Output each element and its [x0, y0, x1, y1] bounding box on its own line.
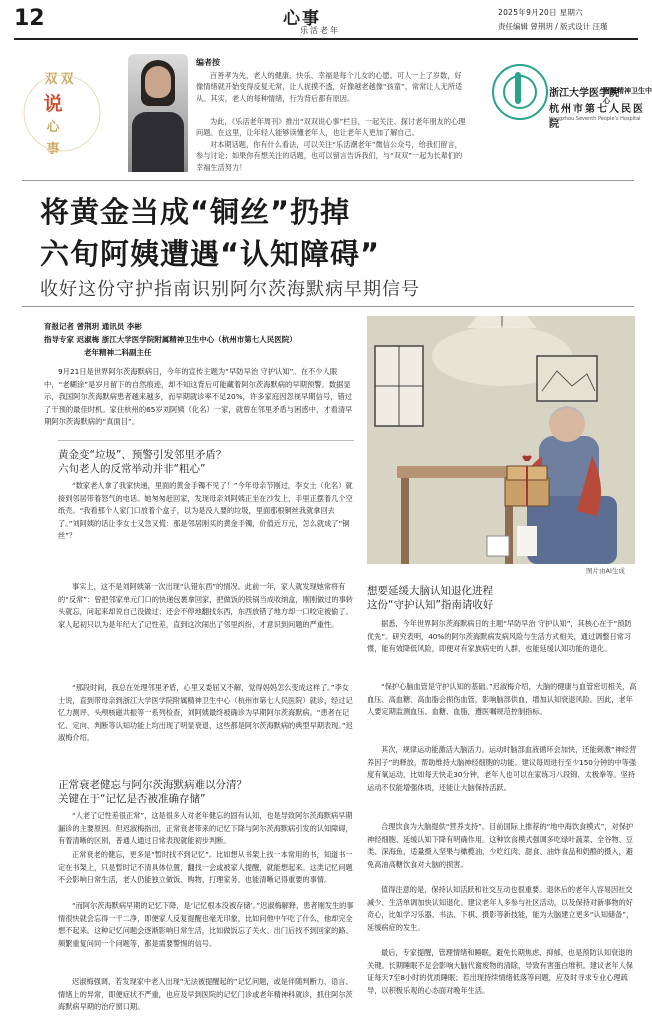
article-paragraph: 合理饮食为大脑提供“营养支持”。目前国际上推荐的“地中海饮食模式”，对保护神经细胞、延缓认知下降有明确作用。这种饮食模式强调多吃绿叶蔬菜、全谷物、豆类、深海鱼，适量摄入坚果与橄榄油，少吃红肉、甜食、油炸食品和奶酪的摄入，避免高油高糖饮食对大脑的损害。 — [367, 822, 634, 869]
article-paragraph: 据悉，今年世界阿尔茨海默病日的主题“早防早治 守护认知”，其核心在于“预防优先”。研究表明，40%的阿尔茨海默病发病风险与生活方式相关，通过调整日常习惯，能有效降低风险，即便对有家族病史的人群，也能延缓认知功能的退化。 — [367, 619, 632, 654]
article-paragraph: “那段时间，我总在处理邻里矛盾，心里又委屈又不解，觉得妈妈怎么变成这样了。”李女士说，直到带母亲到浙江大学医学院附属精神卫生中心（杭州市第七人民医院）就诊，经过记忆力测评、头颅核磁共振等一系列检查，刘阿姨最终被确诊为早期阿尔茨海默病。“患者在记忆、定向、判断等认知功能上均出现了明显衰退，这些都是阿尔茨海默病的典型早期表现。”迟淑梅介绍。 — [58, 683, 353, 743]
column-logo — [22, 55, 128, 173]
hospital-name-secondary: 杭州市第七人民医院 — [549, 104, 645, 130]
article-paragraph: 最后，专家提醒，管理情绪和睡眠，避免长期焦虑、抑郁，也是预防认知衰退的关键。长期睡眠不足会影响大脑代谢废物的清除，导致有害蛋白堆积。建议老年人保证每天7至8小时的优质睡眠；若出现持续情绪低落等问题，应及时寻求专业心理疏导，以积极乐观的心态面对晚年生活。 — [367, 948, 633, 995]
issue-date: 2025年9月20日 星期六 — [498, 8, 583, 17]
section-title: 心事 — [283, 9, 321, 29]
headline: 六旬阿姨遭遇“认知障碍” — [40, 237, 381, 271]
divider — [22, 180, 634, 181]
divider — [22, 306, 634, 307]
section-heading: 黄金变“垃圾”、预警引发邻里矛盾？ — [58, 449, 227, 461]
hospital-name: 浙江大学医学院 — [549, 88, 619, 99]
illustration-credit: 图片由AI生成 — [586, 567, 625, 575]
section-heading: 六旬老人的反常举动并非“粗心” — [58, 463, 206, 475]
byline-reporter: 育报记者 曾荆玥 通讯员 李彬 — [44, 322, 142, 331]
article-paragraph: 正常衰老的健忘，更多是“暂时找不到记忆”。比如想从书架上找一本常用的书，知道书一定在书架上，只是暂时记不清具体位置，翻找一会或被家人提醒，就能想起来。这类记忆问题不会影响日常生活，老人仍能独立做饭、购物、打理家务，也能清晰记得重要的事情。 — [58, 850, 353, 885]
column-logo-char: 双 — [60, 72, 74, 87]
article-paragraph: 迟淑梅强调，若发现家中老人出现“无法被提醒起的”记忆问题，或是伴随判断力、语言、情绪上的异常，即便症状不严重，也应及早到医院的记忆门诊或老年精神科就诊，抓住阿尔茨海默病早期的治疗窗口期。 — [58, 977, 353, 1012]
article-paragraph: 值得注意的是，保持认知活跃和社交互动也很重要。退休后的老年人容易因社交减少、生活单调加快认知退化。建议老年人多参与社区活动，以及保持对新事物的好奇心，比如学习乐器、书法、下棋、摄影等新技能，能为大脑建立更多“认知储备”，延缓病症的发生。 — [367, 885, 634, 932]
column-logo-char: 双 — [44, 72, 58, 87]
editor-credits: 责任编辑 曾荆玥 / 版式设计 汪瑾 — [498, 22, 608, 31]
divider — [58, 440, 354, 441]
section-heading: 这份“守护认知”指南请收好 — [367, 599, 494, 611]
subheadline: 收好这份守护指南识别阿尔茨海默病早期信号 — [40, 279, 420, 300]
elderly-woman-illustration — [367, 316, 635, 564]
decorative-circle-icon — [22, 55, 128, 173]
article-paragraph: 事实上，这不是刘阿姨第一次出现“认错东西”的情况。此前一年，家人就发现她常将有的“反常”：曾把邻家单元门口的快递包裹拿回家，把做饭的铁锅当成收纳盒，刚刚做过的事转头就忘，问起来却说自己没做过；还会不停地翻找东西，东西放错了地方却一口咬定被偷了。家人起初只以为是年纪大了记性差，直到这次闹出了邻里纠纷，才意识到问题的严重性。 — [58, 582, 353, 629]
column-logo-char: 事 — [46, 142, 60, 157]
editor-note-paragraph: 百善孝为先，老人的健康、快乐、幸福是每个儿女的心愿。可人一上了岁数，好像情绪就开始变得反复无常，让人捉摸不透，好像越老越像“孩童”，常常让人无所适从。其实，老人的每种情绪，行为背后都有原因。 — [196, 71, 463, 103]
section-subtitle: 乐活老年 — [300, 26, 340, 35]
article-paragraph: “数家老人拿了我家快递，里面的黄金手镯不见了！”今年母亲节刚过，李女士（化名）就接到邻居带着怒气的电话。她匆匆赶回家，发现母亲刘阿姨正坐在沙发上，手里正摆着几个空纸壳。“我看那个人家门口放着个盒子，以为是没人要的垃圾，里面那根铜丝我就拿回去了。”刘阿姨的话让李女士又急又慌：那是邻居刚买的黄金手镯，价值近万元，怎么就成了“铜丝”？ — [58, 481, 353, 541]
column-logo-char: 说 — [43, 93, 63, 115]
article-paragraph: “人老了记性差很正常”，这是很多人对老年健忘的固有认知，也是导致阿尔茨海默病早期漏诊的主要原因。但迟淑梅指出，正常衰老带来的记忆下降与阿尔茨海默病引发的认知障碍，有着清晰的区别，普通人通过日常表现就能初步判断。 — [58, 811, 353, 846]
editor-note-paragraph: 对本期话题，你有什么看法，可以关注“乐活潮老年”微信公众号，给我们留言，参与讨论；如果你有想关注的话题，也可以留言告诉我们，与“双双”一起为长辈们的幸福生活努力！ — [196, 140, 463, 172]
article-paragraph: 其次，规律运动能激活大脑活力。运动时脑部血液循环会加快，还能刺激“神经营养因子”的释放，帮助维持大脑神经细胞的功能。建议每周进行至少150分钟的中等强度有氧运动，比如每天快走30分钟，老年人也可以在家练习八段锦、太极拳等。坚持运动不仅能增强体质，还能让大脑保持活跃。 — [367, 745, 637, 792]
hospital-name-english: Hangzhou Seventh People's Hospital — [549, 116, 641, 122]
hospital-logo-icon — [492, 64, 548, 120]
byline-expert: 指导专家 迟淑梅 浙江大学医学院附属精神卫生中心（杭州市第七人民医院） — [44, 335, 297, 344]
headline: 将黄金当成“铜丝”扔掉 — [40, 195, 351, 229]
editor-note-label: 编者按 — [196, 58, 220, 67]
page-number: 12 — [14, 6, 45, 31]
article-paragraph: “而阿尔茨海默病早期的记忆下降，是‘记忆根本没被存储’。”迟淑梅解释，患者刚发生的事情很快就会忘得一干二净，即便家人反复提醒也毫无印象，比如问他中午吃了什么，他却完全想不起来。这种记忆问题会逐渐影响日常生活，比如做饭忘了关火、出门后找不到回家的路、频繁重复问同一个问题等，都是需要警惕的信号。 — [58, 901, 354, 948]
lead-paragraph: 9月21日是世界阿尔茨海默病日，今年的宣传主题为“早防早治 守护认知”。在不少人眼中，“老糊涂”是岁月留下的自然痕迹，却不知这背后可能藏着阿尔茨海默病的早期预警。数据显示，我国阿尔茨海默病患者越来越多，而早期就诊率不足20%，许多家庭因忽视早期信号，错过了干预的最佳时机。家住杭州的65岁刘阿姨（化名）一家，就曾在邻里矛盾与困惑中，才看清早期阿尔茨海默病的“真面目”。 — [44, 367, 353, 426]
section-heading: 正常衰老健忘与阿尔茨海默病难以分清？ — [58, 779, 247, 791]
editor-note-paragraph: 为此，《乐活老年周刊》推出“双双说心事”栏目，一起关注、探讨老年朋友的心理问题。在这里，让年轻人能够读懂老年人，也让老年人更加了解自己。 — [196, 117, 466, 138]
section-heading: 关键在于“记忆是否被准确存储” — [58, 793, 206, 805]
editor-portrait — [128, 54, 188, 172]
article-paragraph: “保护心脑血管是守护认知的基础。”迟淑梅介绍，大脑的健康与血管密切相关，高血压、高血糖、高血脂会损伤血管，影响脑部供血，增加认知衰退风险。因此，老年人要定期监测血压、血糖、血脂，遵医嘱规范控制指标。 — [367, 682, 637, 717]
hospital-dept: 附属精神卫生中心 — [603, 87, 652, 105]
section-heading: 想要延缓大脑认知退化进程 — [367, 585, 493, 597]
header-divider — [14, 38, 638, 40]
byline-expert-title: 老年精神二科副主任 — [84, 348, 152, 357]
column-logo-char: 心 — [46, 120, 60, 135]
